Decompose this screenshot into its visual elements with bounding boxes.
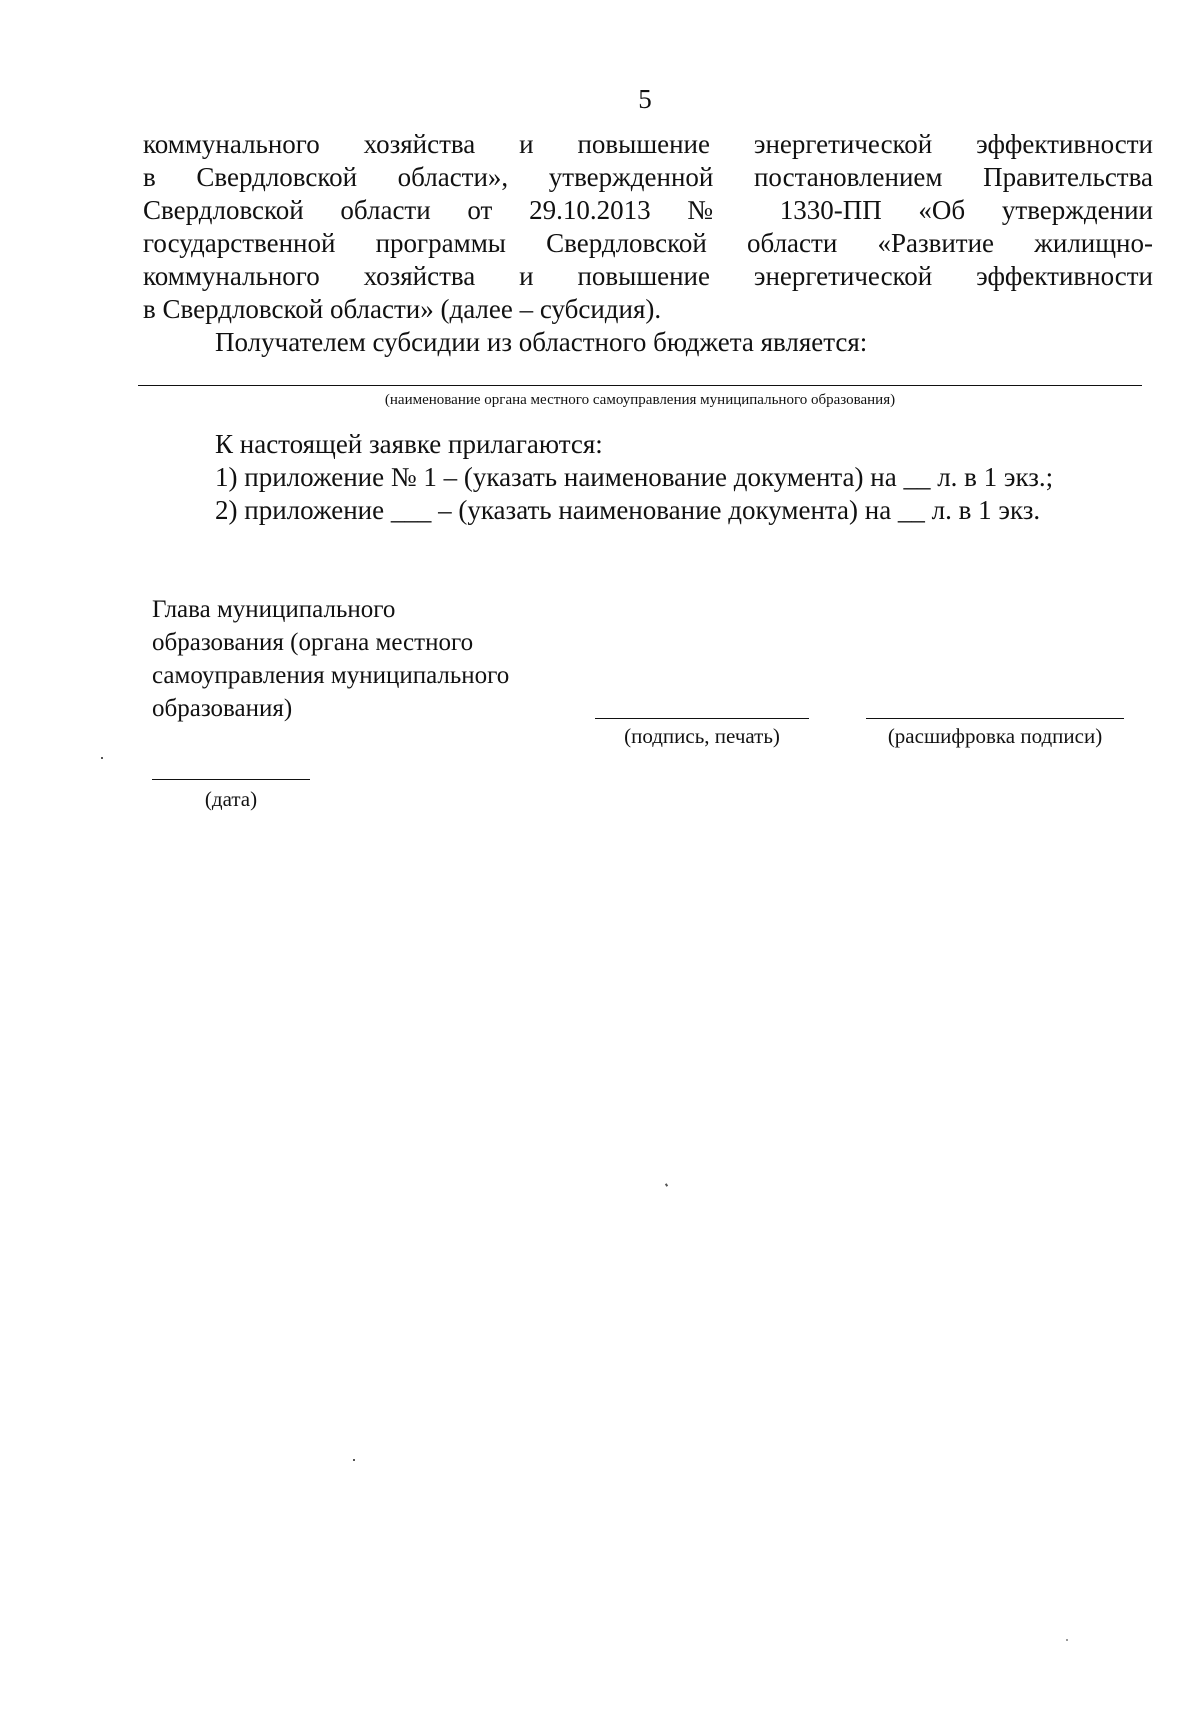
body-paragraph [143, 128, 1153, 359]
recipient-fill-line[interactable] [138, 385, 1142, 386]
date-caption: (дата) [204, 787, 258, 811]
decoding-fill-line[interactable] [866, 718, 1124, 719]
signer-line: образования (органа местного [152, 629, 474, 656]
paragraph-line: в Свердловской области», утвержденной постановлением Правительства [143, 162, 1153, 192]
signer-line: Глава муниципального [152, 596, 396, 623]
page-number: 5 [638, 84, 652, 114]
paragraph-line: государственной программы Свердловской области «Развитие жилищно- [143, 228, 1153, 258]
paragraph-last-line: в Свердловской области» (далее – субсидия). [143, 294, 662, 324]
attachment-item: 2) приложение ___ – (указать наименование документа) на __ л. в 1 экз. [215, 495, 1041, 525]
decoding-caption: (расшифровка подписи) [887, 724, 1103, 748]
paragraph-line: коммунального хозяйства и повышение энергетической эффективности [143, 129, 1153, 159]
attachments-block [215, 428, 1053, 527]
signer-title [152, 593, 509, 725]
paragraph-line: коммунального хозяйства и повышение энергетической эффективности [143, 261, 1153, 291]
paragraph-line: Свердловской области от 29.10.2013 № 1330-ПП «Об утверждении [143, 195, 1153, 225]
signer-line: самоуправления муниципального [152, 662, 510, 689]
recipient-text: Получателем субсидии из областного бюджета является: [215, 327, 868, 357]
attachment-item: 1) приложение № 1 – (указать наименование документа) на __ л. в 1 экз.; [215, 462, 1054, 492]
scan-speck [1066, 1639, 1068, 1641]
date-fill-line[interactable] [152, 779, 310, 780]
signature-fill-line[interactable] [595, 718, 809, 719]
scan-speck [665, 1183, 668, 1187]
scan-speck [101, 757, 103, 759]
signature-caption: (подпись, печать) [624, 724, 780, 748]
attachments-heading: К настоящей заявке прилагаются: [215, 429, 603, 459]
recipient-caption: (наименование органа местного самоуправления муниципального образования) [384, 392, 896, 408]
signer-line: образования) [152, 695, 293, 722]
scan-speck [353, 1459, 355, 1461]
